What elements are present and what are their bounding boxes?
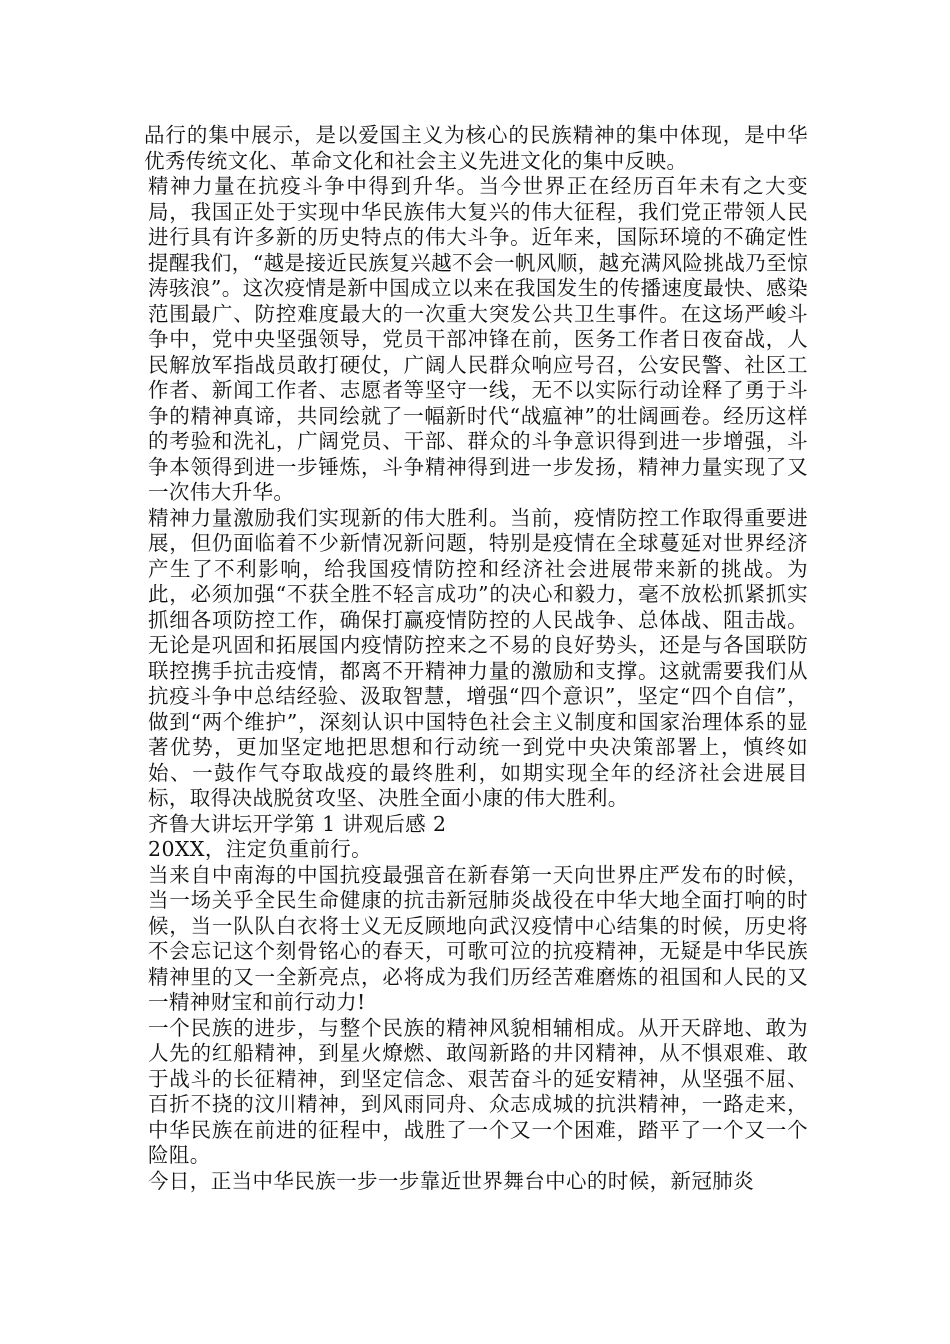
section-paragraph-2: 当来自中南海的中国抗疫最强音在新春第一天向世界庄严发布的时候，当一场关乎全民生命健康的抗击新冠肺炎战役在中华大地全面打响的时候，当一队队白衣将士义无反顾地向武汉疫情中心结集的时候，历史将不会忘记这个刻骨铭心的春天，可歌可泣的抗疫精神，无疑是中华民族精神里的又一全新亮点，必将成为我们历经苦难磨炼的祖国和人民的又一精神财宝和前行动力! (148, 862, 808, 1014)
section-title: 齐鲁大讲坛开学第 1 讲观后感 2 (148, 811, 447, 836)
document-body (144, 123, 808, 1194)
paragraph-2: 精神力量在抗疫斗争中得到升华。当今世界正在经历百年未有之大变局，我国正处于实现中华民族伟大复兴的伟大征程，我们党正带领人民进行具有许多新的历史特点的伟大斗争。近年来，国际环境的不确定性提醒我们，“越是接近民族复兴越不会一帆风顺，越充满风险挑战乃至惊涛骇浪”。这次疫情是新中国成立以来在我国发生的传播速度最快、感染范围最广、防控难度最大的一次重大突发公共卫生事件。在这场严峻斗争中，党中央坚强领导，党员干部冲锋在前，医务工作者日夜奋战，人民解放军指战员敢打硬仗，广阔人民群众响应号召，公安民警、社区工作者、新闻工作者、志愿者等坚守一线，无不以实际行动诠释了勇于斗争的精神真谛，共同绘就了一幅新时代“战瘟神”的壮阔画卷。经历这样的考验和洗礼，广阔党员、干部、群众的斗争意识得到进一步增强，斗争本领得到进一步锤炼，斗争精神得到进一步发扬，精神力量实现了又一次伟大升华。 (148, 174, 808, 504)
paragraph-1: 品行的集中展示，是以爱国主义为核心的民族精神的集中体现，是中华优秀传统文化、革命文化和社会主义先进文化的集中反映。 (144, 123, 808, 173)
section-paragraph-3: 一个民族的进步，与整个民族的精神风貌相辅相成。从开天辟地、敢为人先的红船精神，到星火燎燃、敢闯新路的井冈精神，从不惧艰难、敢于战斗的长征精神，到坚定信念、艰苦奋斗的延安精神，从坚强不屈、百折不挠的汶川精神，到风雨同舟、众志成城的抗洪精神，一路走来，中华民族在前进的征程中，战胜了一个又一个困难，踏平了一个又一个险阻。 (148, 1015, 808, 1167)
section-paragraph-4: 今日，正当中华民族一步一步靠近世界舞台中心的时候，新冠肺炎 (148, 1168, 755, 1193)
section-paragraph-1: 20XX，注定负重前行。 (148, 837, 373, 861)
paragraph-3: 精神力量激励我们实现新的伟大胜利。当前，疫情防控工作取得重要进展，但仍面临着不少新情况新问题，特别是疫情在全球蔓延对世界经济产生了不利影响，给我国疫情防控和经济社会进展带来新的挑战。为此，必须加强“不获全胜不轻言成功”的决心和毅力，毫不放松抓紧抓实抓细各项防控工作，确保打赢疫情防控的人民战争、总体战、阻击战。无论是巩固和拓展国内疫情防控来之不易的良好势头，还是与各国联防联控携手抗击疫情，都离不开精神力量的激励和支撑。这就需要我们从抗疫斗争中总结经验、汲取智慧，增强“四个意识”，坚定“四个自信”，做到“两个维护”，深刻认识中国特色社会主义制度和国家治理体系的显著优势，更加坚定地把思想和行动统一到党中央决策部署上，慎终如始、一鼓作气夺取战疫的最终胜利，如期实现全年的经济社会进展目标，取得决战脱贫攻坚、决胜全面小康的伟大胜利。 (148, 505, 808, 810)
